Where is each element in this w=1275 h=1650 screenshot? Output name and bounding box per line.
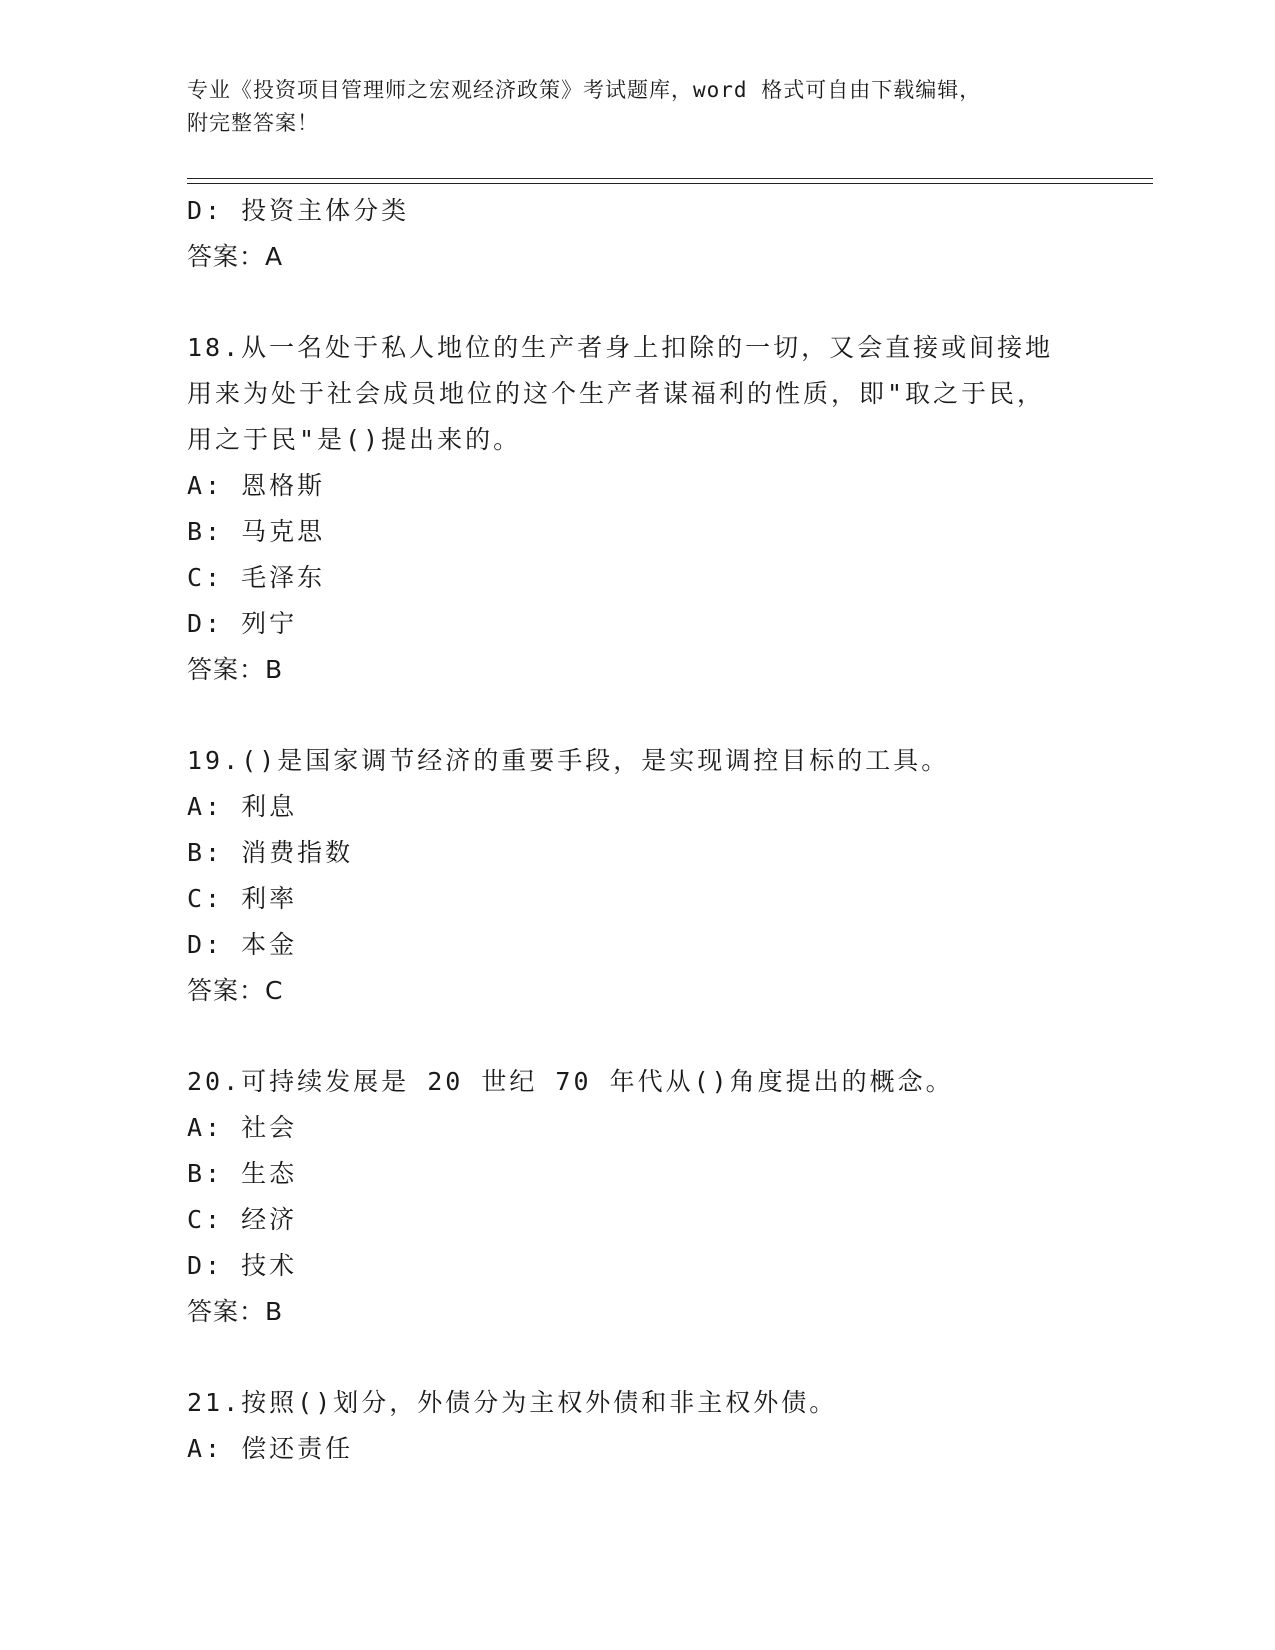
option-d: D: 技术 xyxy=(187,1251,298,1280)
document-body xyxy=(187,188,1087,1472)
header-divider-top xyxy=(187,178,1153,179)
option-a: A: 社会 xyxy=(187,1113,298,1142)
answer-line: 答案：B xyxy=(187,655,284,684)
option-a: A: 利息 xyxy=(187,792,298,821)
option-d: D: 列宁 xyxy=(187,609,298,638)
document-header xyxy=(187,74,1087,140)
header-line-2: 附完整答案！ xyxy=(187,111,319,135)
option-b: B: 马克思 xyxy=(187,517,326,546)
question-stem-line: 21.按照()划分，外债分为主权外债和非主权外债。 xyxy=(187,1388,838,1417)
option-c: C: 利率 xyxy=(187,884,298,913)
question-stem-line: 用来为处于社会成员地位的这个生产者谋福利的性质，即"取之于民， xyxy=(187,379,1046,408)
option-d: D: 本金 xyxy=(187,930,298,959)
question-block-19 xyxy=(187,738,1087,1014)
question-stem-line: 20.可持续发展是 20 世纪 70 年代从()角度提出的概念。 xyxy=(187,1067,954,1096)
question-block-21 xyxy=(187,1380,1087,1472)
header-line-1: 专业《投资项目管理师之宏观经济政策》考试题库，word 格式可自由下载编辑， xyxy=(187,78,982,102)
question-stem-line: 用之于民"是()提出来的。 xyxy=(187,425,522,454)
answer-line: 答案：A xyxy=(187,242,284,271)
option-d: D: 投资主体分类 xyxy=(187,196,410,225)
question-block-18 xyxy=(187,325,1087,693)
header-divider-bottom xyxy=(187,183,1153,184)
option-c: C: 毛泽东 xyxy=(187,563,326,592)
option-a: A: 恩格斯 xyxy=(187,471,326,500)
answer-line: 答案：B xyxy=(187,1297,284,1326)
option-b: B: 生态 xyxy=(187,1159,298,1188)
option-a: A: 偿还责任 xyxy=(187,1434,354,1463)
question-block-20 xyxy=(187,1059,1087,1335)
option-b: B: 消费指数 xyxy=(187,838,354,867)
question-stem-line: 19.()是国家调节经济的重要手段，是实现调控目标的工具。 xyxy=(187,746,950,775)
option-c: C: 经济 xyxy=(187,1205,298,1234)
answer-line: 答案：C xyxy=(187,976,284,1005)
question-stem-line: 18.从一名处于私人地位的生产者身上扣除的一切，又会直接或间接地 xyxy=(187,333,1054,362)
